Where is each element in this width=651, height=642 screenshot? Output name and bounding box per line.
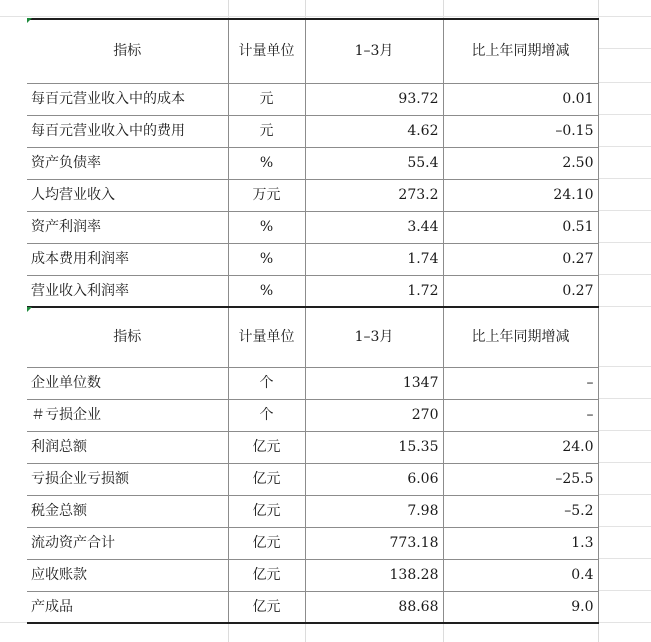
cell-marker-icon [27, 18, 32, 23]
value-cell[interactable]: 55.4 [305, 147, 443, 179]
grid-line [598, 274, 651, 275]
unit-cell[interactable]: % [228, 243, 305, 275]
change-cell[interactable]: 0.4 [443, 559, 598, 591]
header-cell[interactable]: 比上年同期增减 [443, 307, 598, 367]
value-cell[interactable]: 88.68 [305, 591, 443, 623]
header-cell[interactable]: 计量单位 [228, 19, 305, 83]
change-cell[interactable]: 9.0 [443, 591, 598, 623]
change-cell[interactable]: 24.0 [443, 431, 598, 463]
table-header-row [27, 19, 598, 83]
indicator-name-cell[interactable]: ＃亏损企业 [27, 399, 228, 431]
value-cell[interactable]: 270 [305, 399, 443, 431]
indicator-name-cell[interactable]: 每百元营业收入中的成本 [27, 83, 228, 115]
change-cell[interactable]: 0.27 [443, 243, 598, 275]
grid-line [598, 210, 651, 211]
change-cell[interactable]: – [443, 399, 598, 431]
grid-line [598, 82, 651, 83]
table-row [27, 115, 598, 147]
indicator-name-cell[interactable]: 利润总额 [27, 431, 228, 463]
table-row [27, 367, 598, 399]
value-cell[interactable]: 15.35 [305, 431, 443, 463]
grid-line [598, 306, 651, 307]
change-cell[interactable]: 0.01 [443, 83, 598, 115]
indicator-name-cell[interactable]: 企业单位数 [27, 367, 228, 399]
change-cell[interactable]: 0.51 [443, 211, 598, 243]
table-row [27, 591, 598, 623]
value-cell[interactable]: 6.06 [305, 463, 443, 495]
header-cell[interactable]: 指标 [27, 307, 228, 367]
indicator-name-cell[interactable]: 营业收入利润率 [27, 275, 228, 307]
change-cell[interactable]: – [443, 367, 598, 399]
unit-cell[interactable]: % [228, 211, 305, 243]
indicator-name-cell[interactable]: 资产负债率 [27, 147, 228, 179]
value-cell[interactable]: 138.28 [305, 559, 443, 591]
header-cell[interactable]: 计量单位 [228, 307, 305, 367]
table-row [27, 463, 598, 495]
unit-cell[interactable]: 亿元 [228, 527, 305, 559]
indicator-name-cell[interactable]: 亏损企业亏损额 [27, 463, 228, 495]
value-cell[interactable]: 1347 [305, 367, 443, 399]
table-row [27, 431, 598, 463]
cell-marker-icon [27, 307, 32, 312]
unit-cell[interactable]: 亿元 [228, 559, 305, 591]
grid-line [598, 590, 651, 591]
grid-line [598, 430, 651, 431]
indicator-name-cell[interactable]: 人均营业收入 [27, 179, 228, 211]
table-row [27, 211, 598, 243]
value-cell[interactable]: 3.44 [305, 211, 443, 243]
unit-cell[interactable]: 元 [228, 83, 305, 115]
unit-cell[interactable]: % [228, 147, 305, 179]
indicator-name-cell[interactable]: 产成品 [27, 591, 228, 623]
change-cell[interactable]: 0.27 [443, 275, 598, 307]
grid-line [0, 16, 651, 17]
grid-line [598, 462, 651, 463]
value-cell[interactable]: 773.18 [305, 527, 443, 559]
table-row [27, 495, 598, 527]
indicator-name-cell[interactable]: 资产利润率 [27, 211, 228, 243]
unit-cell[interactable]: 亿元 [228, 431, 305, 463]
indicator-name-cell[interactable]: 应收账款 [27, 559, 228, 591]
change-cell[interactable]: 2.50 [443, 147, 598, 179]
table-row [27, 559, 598, 591]
table-row [27, 399, 598, 431]
header-cell[interactable]: 比上年同期增减 [443, 19, 598, 83]
header-cell[interactable]: 1–3月 [305, 307, 443, 367]
table-row [27, 179, 598, 211]
header-cell[interactable]: 指标 [27, 19, 228, 83]
table-header-row [27, 307, 598, 367]
indicator-name-cell[interactable]: 流动资产合计 [27, 527, 228, 559]
unit-cell[interactable]: % [228, 275, 305, 307]
indicator-name-cell[interactable]: 成本费用利润率 [27, 243, 228, 275]
indicator-table-1 [27, 18, 599, 308]
change-cell[interactable]: –5.2 [443, 495, 598, 527]
grid-line [598, 146, 651, 147]
table-row [27, 527, 598, 559]
unit-cell[interactable]: 亿元 [228, 463, 305, 495]
grid-line [598, 494, 651, 495]
value-cell[interactable]: 1.74 [305, 243, 443, 275]
grid-line [598, 526, 651, 527]
grid-line [598, 558, 651, 559]
indicator-name-cell[interactable]: 每百元营业收入中的费用 [27, 115, 228, 147]
table-row [27, 275, 598, 307]
value-cell[interactable]: 4.62 [305, 115, 443, 147]
change-cell[interactable]: –0.15 [443, 115, 598, 147]
table-row [27, 147, 598, 179]
grid-line [598, 178, 651, 179]
indicator-table-2 [27, 306, 599, 624]
indicator-name-cell[interactable]: 税金总额 [27, 495, 228, 527]
value-cell[interactable]: 273.2 [305, 179, 443, 211]
table-row [27, 83, 598, 115]
change-cell[interactable]: 24.10 [443, 179, 598, 211]
unit-cell[interactable]: 亿元 [228, 591, 305, 623]
grid-line [598, 242, 651, 243]
unit-cell[interactable]: 个 [228, 367, 305, 399]
header-cell[interactable]: 1–3月 [305, 19, 443, 83]
grid-line [598, 48, 651, 49]
unit-cell[interactable]: 万元 [228, 179, 305, 211]
grid-line [598, 366, 651, 367]
grid-line [598, 398, 651, 399]
unit-cell[interactable]: 元 [228, 115, 305, 147]
value-cell[interactable]: 1.72 [305, 275, 443, 307]
unit-cell[interactable]: 亿元 [228, 495, 305, 527]
table-row [27, 243, 598, 275]
grid-line [598, 114, 651, 115]
value-cell[interactable]: 93.72 [305, 83, 443, 115]
change-cell[interactable]: –25.5 [443, 463, 598, 495]
unit-cell[interactable]: 个 [228, 399, 305, 431]
change-cell[interactable]: 1.3 [443, 527, 598, 559]
value-cell[interactable]: 7.98 [305, 495, 443, 527]
